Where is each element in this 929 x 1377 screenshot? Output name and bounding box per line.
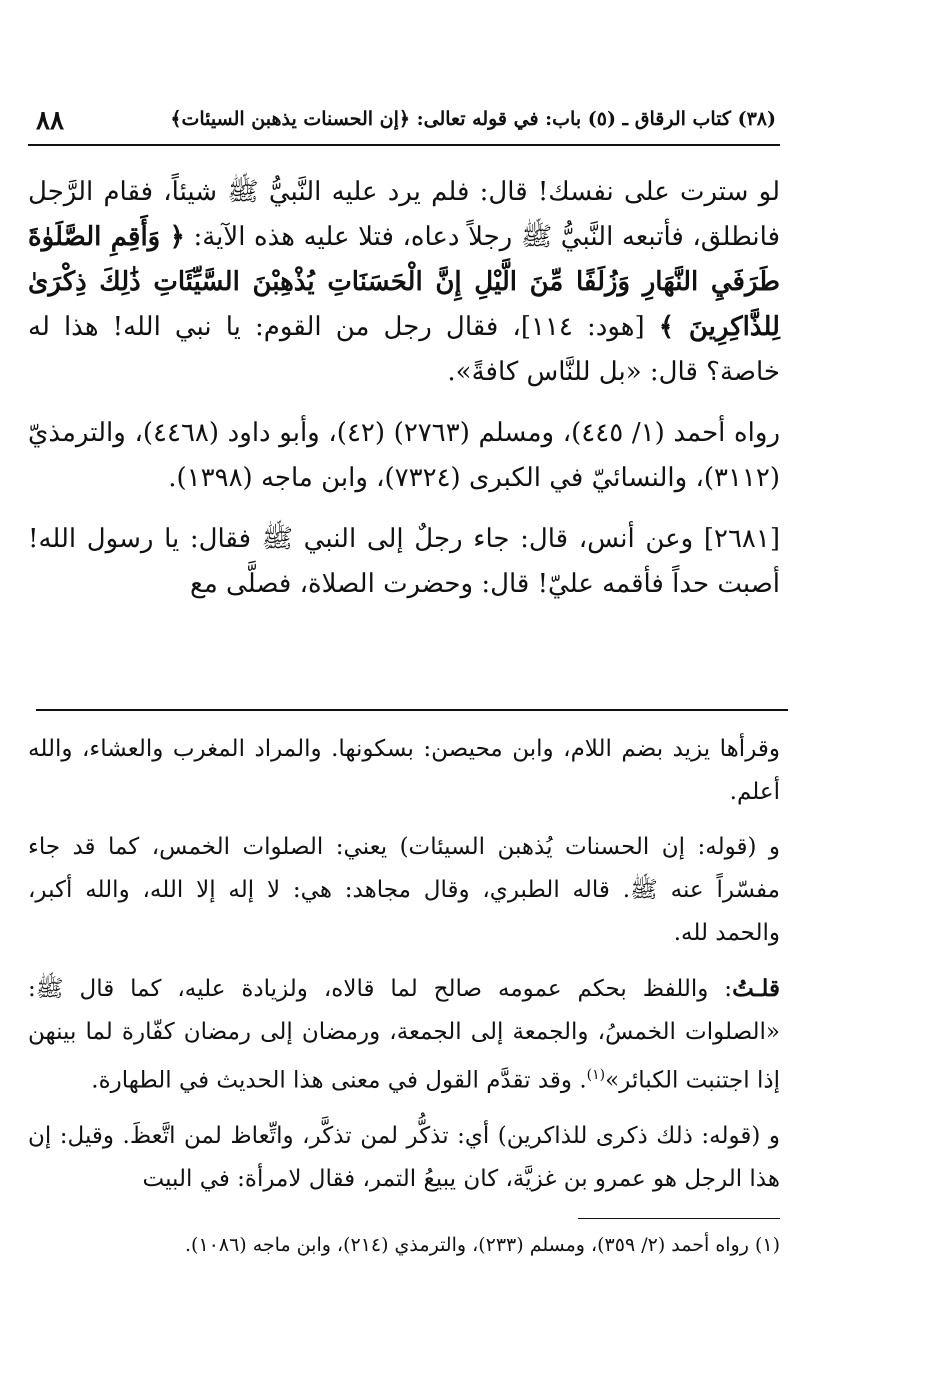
- page-number: ٨٨: [36, 106, 64, 136]
- commentary-paragraph: و (قوله: إن الحسنات يُذهبن السيئات) يعني: الصلوات الخمس، كما قد جاء مفسّراً عنه ﷺ. قاله الطبري، وقال مجاهد: هي: لا إله إلا الله، والله أكبر، والحمد لله.: [28, 834, 780, 946]
- footnote: (١) رواه أحمد (٢/ ٣٥٩)، ومسلم (٢٣٣)، والترمذي (٢١٤)، وابن ماجه (١٠٨٦).: [185, 1234, 780, 1256]
- commentary-text: : واللفظ بحكم عمومه صالح لما قالاه، ولزيادة عليه، كما قال ﷺ: «الصلوات الخمسُ، والجمعة إلى الجمعة، ورمضان إلى رمضان كفّارة لما بينهن إذا اجتنبت الكبائر»: [28, 976, 780, 1094]
- takhrij-paragraph: رواه أحمد (١/ ٤٤٥)، ومسلم (٢٧٦٣) (٤٢)، وأبو داود (٤٤٦٨)، والترمذيّ (٣١١٢)، والنسائيّ في الكبرى (٧٣٢٤)، وابن ماجه (١٣٩٨).: [28, 418, 780, 493]
- qult-lead-word: قلـتُ: [732, 975, 780, 1002]
- hadith-text: [28, 170, 780, 623]
- commentary-paragraph: [28, 967, 780, 1103]
- commentary-paragraph: وقرأها يزيد بضم اللام، وابن محيصن: بسكونها. والمراد المغرب والعشاء، والله أعلم.: [28, 736, 780, 805]
- footnote-reference[interactable]: (١): [586, 1067, 606, 1083]
- running-head: (٣٨) كتاب الرقاق ـ (٥) باب: في قوله تعالى: ﴿إن الحسنات يذهبن السيئات﴾: [170, 108, 776, 130]
- footnote-divider: [578, 1218, 780, 1219]
- hadith-2681-paragraph: [٢٦٨١] وعن أنس، قال: جاء رجلٌ إلى النبي ﷺ فقال: يا رسول الله! أصبت حداً فأقمه عليّ! قال: وحضرت الصلاة، فصلَّى مع: [28, 524, 780, 599]
- commentary-text-tail: . وقد تقدَّم القول في معنى هذا الحديث في الطهارة.: [91, 1067, 587, 1094]
- commentary-section: [28, 728, 780, 1213]
- hadith-paragraph: [28, 170, 780, 395]
- quran-verse: ﴿ وَأَقِمِ الصَّلَوٰةَ طَرَفَيِ النَّهَارِ وَزُلَفًا مِّنَ الَّيْلِ إِنَّ الْحَسَنَاتِ يُذْهِبْنَ السَّيِّئَاتِ ذَٰلِكَ ذِكْرَىٰ لِلذَّاكِرِينَ ﴾: [28, 222, 780, 342]
- hadith-text-before-verse: لو سترت على نفسك! قال: فلم يرد عليه النَّبيُّ ﷺ شيئاً، فقام الرَّجل فانطلق، فأتبعه النَّبيُّ ﷺ رجلاً دعاه، فتلا عليه هذه الآية:: [28, 177, 781, 252]
- hadith-text-after-verse: [هود: ١١٤]، فقال رجل من القوم: يا نبي الله! هذا له خاصة؟ قال: «بل للنَّاس كافةً».: [28, 312, 780, 387]
- section-divider: [36, 709, 788, 711]
- page-header: [28, 100, 780, 146]
- commentary-paragraph: و (قوله: ذلك ذكرى للذاكرين) أي: تذكُّر لمن تذكَّر، واتِّعاظ لمن اتَّعظَ. وقيل: إن هذا الرجل هو عمرو بن غزيَّة، كان يبيعُ التمر، فقال لامرأة: في البيت: [28, 1122, 780, 1192]
